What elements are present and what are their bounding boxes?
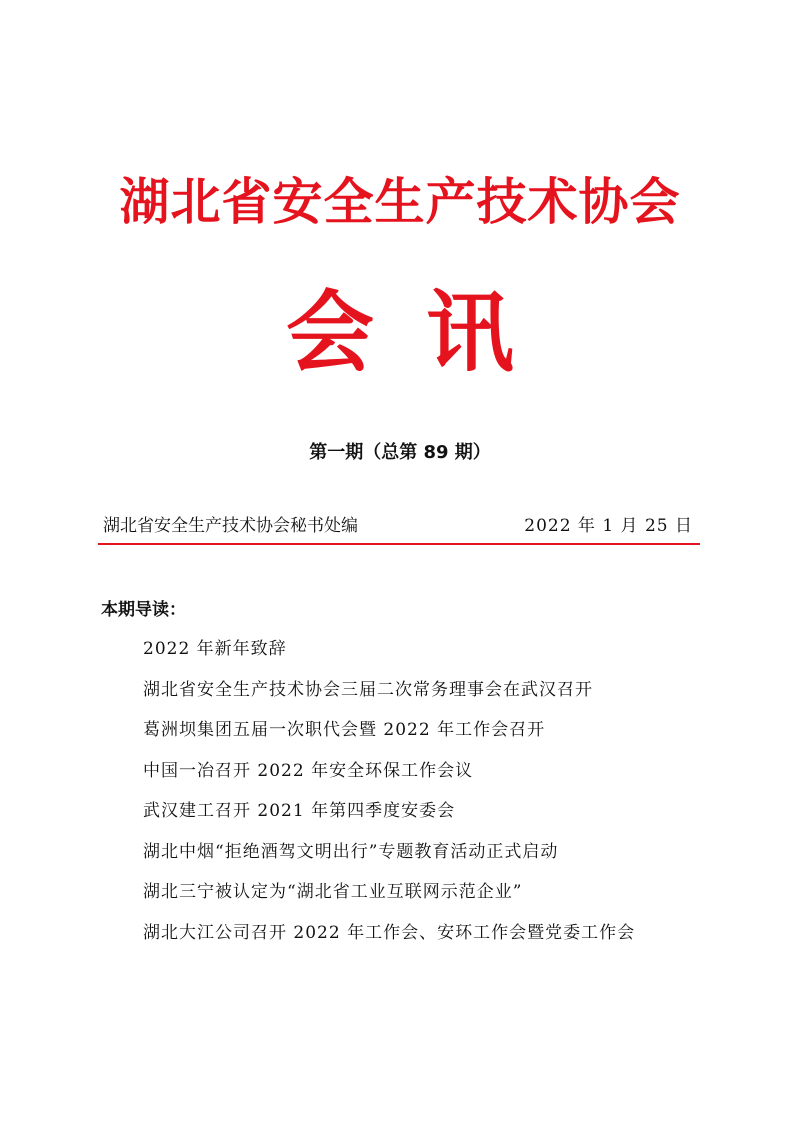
toc-list <box>143 632 743 956</box>
toc-item: 湖北省安全生产技术协会三届二次常务理事会在武汉召开 <box>143 679 593 700</box>
issue-number: 第一期（总第 89 期） <box>309 442 491 463</box>
toc-item: 湖北大江公司召开 2022 年工作会、安环工作会暨党委工作会 <box>143 922 636 943</box>
toc-item: 湖北三宁被认定为“湖北省工业互联网示范企业” <box>143 882 523 902</box>
toc-heading: 本期导读： <box>101 600 186 620</box>
red-divider <box>98 543 700 545</box>
publication-title: 会讯 <box>285 280 566 384</box>
editor-credit: 湖北省安全生产技术协会秘书处编 <box>103 516 358 536</box>
publication-date: 2022 年 1 月 25 日 <box>524 516 693 536</box>
masthead-row <box>103 512 693 540</box>
toc-item: 葛洲坝集团五届一次职代会暨 2022 年工作会召开 <box>143 720 546 740</box>
organization-title: 湖北省安全生产技术协会 <box>119 172 681 231</box>
toc-item: 武汉建工召开 2021 年第四季度安委会 <box>143 801 456 821</box>
toc-item: 2022 年新年致辞 <box>143 639 287 659</box>
toc-item: 湖北中烟“拒绝酒驾文明出行”专题教育活动正式启动 <box>143 841 559 862</box>
toc-item: 中国一冶召开 2022 年安全环保工作会议 <box>143 760 474 781</box>
